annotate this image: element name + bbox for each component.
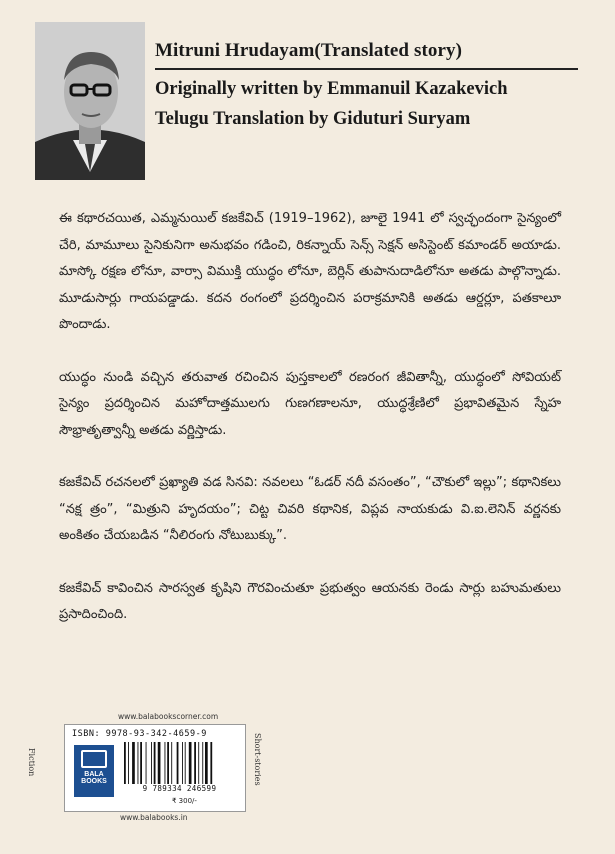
- book-icon: [81, 750, 107, 768]
- header: [155, 40, 578, 139]
- author-portrait: [35, 22, 145, 180]
- paragraph: కజకేవిచ్ కావించిన సారస్వత కృషిని గౌరవించుతూ ప్రభుత్వం ఆయనకు రెండు సార్లు బహుమతులు ప్రసాదించింది.: [59, 580, 561, 622]
- paragraph: ఈ కథారచయిత, ఎమ్మనుయిల్ కజకేవిచ్ (1919–1962), జూలై 1941 లో స్వచ్ఛందంగా సైన్యంలో చేరి, మామూలు సైనికునిగా అనుభవం గడించి, రికన్నాయ్ సెన్స్ సెక్షన్ అసిస్టెంట్ కమాండర్ అయాడు. మాస్కో రక్షణ లోనూ, వార్సా విముక్తి యుద్ధం లోనూ, బెర్లిన్ తుపానుదాడిలోనూ అతడు పాల్గొన్నాడు. మూడుసార్లు గాయపడ్డాడు. కదన రంగంలో ప్రదర్శించిన పరాక్రమానికి అతడు ఆర్డర్లూ, పతకాలూ పొందాడు.: [59, 211, 561, 332]
- isbn-label: ISBN: 9978-93-342-4659-9: [72, 729, 207, 739]
- category-fiction: Fiction: [27, 748, 36, 777]
- paragraph: యుద్ధం నుండి వచ్చిన తరువాత రచించిన పుస్తకాలలో రణరంగ జీవితాన్నీ, యుద్ధంలో సోవియట్ సైన్యం ప్రదర్శించిన మహోదాత్తములగు గుణగణాలనూ, యుద్ధశ్రేణిలో ప్రభావితమైన స్నేహ సౌభ్రాతృత్వాన్నీ అతడు వర్ణిస్తాడు.: [59, 369, 561, 438]
- logo-text-bala: BALA: [84, 771, 104, 778]
- barcode-number: 9 789334 246599: [142, 784, 217, 793]
- website-bottom: www.balabooks.in: [120, 813, 188, 822]
- price-label: ₹ 300/-: [172, 797, 197, 805]
- description-text: [59, 206, 561, 655]
- paragraph: కజకేవిచ్ రచనలలో ప్రఖ్యాతి వడ సినవి: నవలలు “ఓడర్ నదీ వసంతం”, “చౌకులో ఇల్లు”; కథానికలు “నక్ష త్రం”, “మిత్రుని హృదయం”; చిట్ట చివరి కథానిక, విప్లవ నాయకుడు వి.ఐ.లెనిన్ వర్ణనకు అంకితం చేయబడిన “నీలిరంగు నోటుబుక్కు”.: [59, 475, 561, 543]
- logo-text-books: BOOKS: [81, 778, 107, 785]
- author-portrait-image: [35, 22, 145, 180]
- author-line: Originally written by Emmanuil Kazakevich: [155, 79, 508, 99]
- publisher-logo: [74, 745, 114, 797]
- website-top: www.balabookscorner.com: [118, 712, 219, 721]
- translator-line: Telugu Translation by Giduturi Suryam: [155, 109, 471, 129]
- category-short-stories: Short-stories: [253, 733, 262, 786]
- book-title: Mitruni Hrudayam(Translated story): [155, 40, 463, 61]
- title-rule: [155, 68, 578, 70]
- barcode-icon: [122, 742, 237, 784]
